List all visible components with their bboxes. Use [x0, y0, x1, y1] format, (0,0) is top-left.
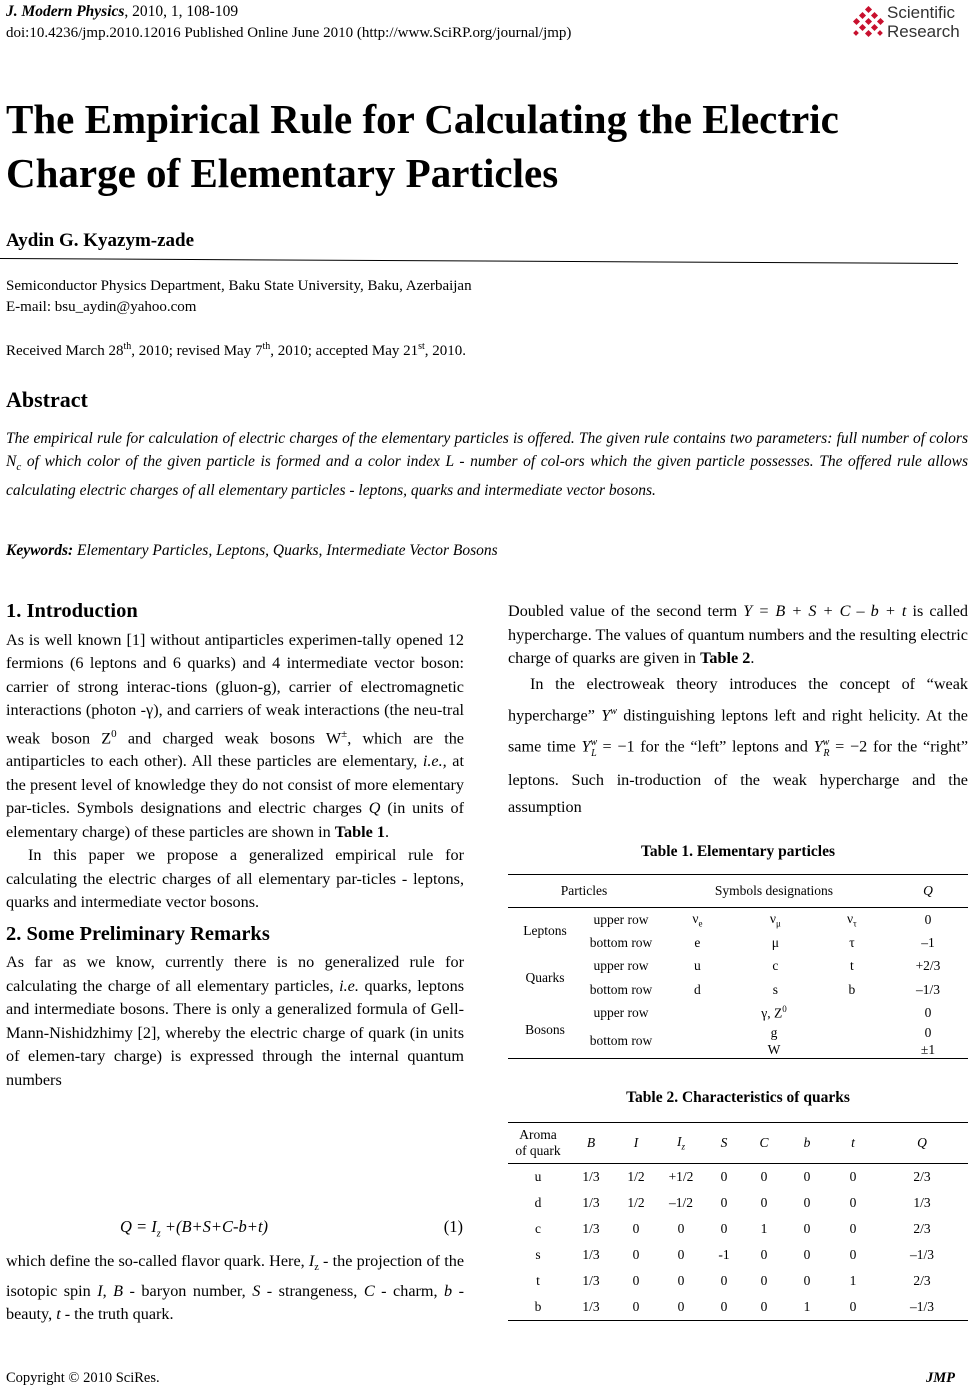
t: at the present level of knowledge they do not consist of more elementary par-ticles. Symbols designations and electric charges — [6, 752, 464, 818]
eq-left: Q = I — [120, 1217, 157, 1236]
cell: 0 — [803, 1247, 811, 1262]
logo-text-1: Scientific — [887, 3, 956, 22]
journal-info: , 2010, 1, 108-109 — [124, 3, 239, 20]
cell — [816, 908, 888, 932]
t: As far as we know, currently there is no generalized rule for calculating the charge of all elementary particles, — [6, 953, 464, 995]
cell: b — [848, 981, 856, 997]
keywords-label: Keywords: — [6, 542, 74, 559]
cell: 0 — [632, 1273, 640, 1288]
t: w — [610, 705, 617, 717]
cell: 0 — [720, 1299, 728, 1314]
t: = −1 — [596, 737, 635, 756]
t: C — [363, 1281, 375, 1300]
cell: 1/2 — [627, 1195, 645, 1210]
logo-text-2: Research — [887, 22, 960, 41]
table-row — [508, 1268, 968, 1294]
t: τ — [853, 918, 857, 929]
cell: 0 — [849, 1221, 857, 1236]
th-s: S — [720, 1135, 728, 1150]
affiliation-block — [6, 276, 472, 318]
t: ν — [847, 910, 854, 926]
t: L — [591, 747, 597, 759]
cell: 0 — [849, 1299, 857, 1314]
row-label: upper row — [593, 1004, 649, 1020]
t: ν — [692, 910, 699, 926]
t: = −2 — [829, 737, 868, 756]
t: As is well known [1] without antiparticles experimen-tally opened 12 fermions (6 leptons and 6 quarks) and 4 intermediate vector boson: carrier of strong interac-tions (gluon-g), carrier of electromagnetic interactions (photon -γ), and carriers of weak interactions (the neu-tral weak boson Z — [6, 630, 464, 747]
cell: c — [535, 1221, 541, 1236]
accepted-sup: st — [418, 341, 425, 352]
table-row — [508, 908, 968, 932]
keywords-list: Elementary Particles, Leptons, Quarks, Intermediate Vector Bosons — [73, 542, 498, 559]
t: and charged weak bosons W — [116, 728, 342, 747]
cell: 2/3 — [913, 1169, 931, 1184]
cell: 0 — [803, 1273, 811, 1288]
th-b-beauty: b — [803, 1135, 811, 1150]
intro-paragraph-2: In this paper we propose a generalized empirical rule for calculating the electric charges of all elementary par-ticles - leptons, quarks and intermediate vector bosons. — [6, 846, 464, 912]
t: - the projection of the isotopic spin — [6, 1252, 464, 1300]
abstract-text — [6, 427, 968, 502]
cell: +1/2 — [668, 1169, 694, 1184]
t: - the truth quark. — [60, 1305, 174, 1324]
cell: 0 — [632, 1299, 640, 1314]
table-1-ref: Table 1 — [334, 822, 385, 841]
t: I — [97, 1281, 103, 1300]
table-row — [508, 1190, 968, 1216]
cell: t — [536, 1273, 540, 1288]
t: - charm, — [374, 1281, 445, 1300]
journal-name: J. Modern Physics — [6, 3, 125, 20]
cell: 0 — [760, 1169, 768, 1184]
group-bosons: Bosons — [525, 1021, 565, 1037]
t: S — [252, 1281, 261, 1300]
table-2-header-row — [508, 1123, 968, 1164]
logo-mark-icon — [850, 6, 886, 42]
cell: 0 — [803, 1221, 811, 1236]
section-1-heading: 1. Introduction — [6, 600, 138, 622]
title-line-1: The Empirical Rule for Calculating the Electric — [6, 96, 839, 142]
t: quarks, leptons and intermediate bosons. There is only a generalized formula of Gell-Mann-Nishidzhimy [2], whereby the electric charge of quark (in units of elemen-tary charge) is expressed through the internal quantum numbers — [6, 976, 464, 1089]
table-row — [508, 1216, 968, 1242]
paper-title — [6, 92, 956, 200]
received-text: Received March 28 — [6, 343, 124, 359]
cell: g — [770, 1024, 778, 1040]
cell: 0 — [760, 1247, 768, 1262]
t: In the electroweak theory introduces the concept of “weak hypercharge” — [508, 674, 968, 724]
group-leptons: Leptons — [523, 923, 567, 939]
t: - baryon number, — [123, 1281, 253, 1300]
cell: 1/3 — [582, 1195, 600, 1210]
cell: +2/3 — [915, 958, 941, 974]
table-2-body — [508, 1164, 968, 1321]
doi-line: doi:10.4236/jmp.2010.12016 Published Online June 2010 (http://www.SciRP.org/journal/jmp) — [6, 25, 572, 41]
th-b: B — [586, 1135, 596, 1150]
th-aroma — [508, 1123, 568, 1164]
author-rule — [0, 258, 958, 264]
cell: d — [694, 981, 701, 997]
t: t — [56, 1305, 61, 1324]
equation-number: (1) — [443, 1217, 463, 1236]
th-particles: Particles — [560, 883, 608, 898]
cell: 0 — [720, 1195, 728, 1210]
t: is called hypercharge. The values of quantum numbers and the resulting electric charge of quarks are given in — [508, 602, 968, 667]
cell: e — [694, 934, 701, 950]
cell: 0 — [849, 1247, 857, 1262]
publisher-logo — [850, 2, 968, 44]
right-paragraph-1 — [508, 600, 968, 671]
journal-abbr: JMP — [926, 1370, 955, 1386]
t: i.e. — [339, 976, 359, 995]
t: distinguishing leptons left and right helicity. At the same time — [508, 705, 968, 756]
cell: 0 — [849, 1169, 857, 1184]
received-sup: th — [123, 341, 132, 352]
cell: μ — [771, 934, 779, 950]
t: γ, Z — [761, 1005, 783, 1021]
cell: u — [694, 958, 701, 974]
cell: s — [535, 1247, 541, 1262]
t: Y — [813, 737, 823, 756]
th-i: I — [633, 1135, 639, 1150]
revised-sup: th — [262, 341, 271, 352]
cell: –1/3 — [915, 981, 940, 997]
table-1 — [508, 874, 968, 1059]
t: for the “left” leptons and — [634, 737, 814, 756]
left-column — [6, 600, 464, 1092]
t: 0 — [782, 1004, 787, 1015]
received-dates — [6, 341, 466, 360]
affiliation: Semiconductor Physics Department, Baku State University, Baku, Azerbaijan — [6, 278, 472, 294]
t: ± — [341, 727, 348, 740]
table-2 — [508, 1122, 968, 1321]
eq-sub: z — [156, 1228, 161, 1240]
cell: 1/3 — [582, 1247, 600, 1262]
cell: 1 — [803, 1299, 811, 1314]
table-row — [508, 1001, 968, 1024]
keywords — [6, 542, 498, 560]
cell: 1/2 — [627, 1169, 645, 1184]
t: . — [750, 649, 755, 667]
cell: τ — [849, 934, 855, 950]
cell: 0 — [849, 1195, 857, 1210]
abstract-sub: c — [16, 461, 22, 474]
t: 0 — [111, 727, 117, 740]
t: - strangeness, — [260, 1281, 364, 1300]
cell: 0 — [924, 1024, 932, 1040]
t: w — [822, 736, 830, 748]
eq-right: +(B+S+C-b+t) — [160, 1217, 269, 1236]
left-column-cont — [6, 1250, 464, 1327]
cell — [660, 908, 735, 932]
t: μ — [775, 918, 781, 929]
t: I — [676, 1134, 682, 1150]
table-2-caption: Table 2. Characteristics of quarks — [626, 1089, 850, 1106]
cell: 0 — [720, 1221, 728, 1236]
t: z — [314, 1262, 319, 1274]
cell: –1/3 — [909, 1247, 934, 1262]
row-label: upper row — [593, 911, 649, 927]
cell — [660, 1001, 888, 1024]
cell: 0 — [760, 1299, 768, 1314]
cell: 0 — [760, 1195, 768, 1210]
abstract-part-2: of which color of the given particle is formed and a color index L - number of col-ors which the given particle possesses. The offered rule allows calculating electric charges of all elementary particles - leptons, quarks and intermediate vector bosons. — [6, 453, 968, 500]
cell: ±1 — [920, 1041, 936, 1057]
cell: b — [534, 1299, 542, 1314]
cell: 2/3 — [913, 1273, 931, 1288]
section-2-heading: 2. Some Preliminary Remarks — [6, 922, 270, 945]
table-1-caption: Table 1. Elementary particles — [640, 843, 835, 860]
t: , — [102, 1281, 114, 1300]
year-text: , 2010. — [424, 343, 467, 359]
cell: –1/3 — [909, 1299, 934, 1314]
t: z — [681, 1141, 685, 1152]
cell: 0 — [677, 1247, 685, 1262]
cell: 0 — [720, 1273, 728, 1288]
cell: 1/3 — [582, 1169, 600, 1184]
title-line-2: Charge of Elementary Particles — [6, 150, 559, 196]
th-q: Q — [923, 883, 933, 898]
th-t: t — [851, 1135, 855, 1150]
t: ν — [769, 910, 776, 926]
revised-text: , 2010; revised May 7 — [131, 343, 263, 359]
cell: 0 — [924, 911, 932, 927]
cell: 0 — [803, 1169, 811, 1184]
abstract-part-1: The empirical rule for calculation of electric charges of the elementary particles is offered. The given rule contains two parameters: full number of colors N — [6, 430, 968, 470]
cell: –1 — [921, 934, 935, 950]
cell: 1/3 — [913, 1195, 931, 1210]
t: i.e., — [422, 752, 447, 771]
table-row — [508, 1294, 968, 1321]
right-column — [508, 600, 968, 821]
row-label: bottom row — [589, 981, 653, 997]
cell: 0 — [632, 1221, 640, 1236]
cell: 0 — [720, 1169, 728, 1184]
t: - beauty, — [6, 1281, 465, 1324]
t: I — [308, 1252, 315, 1270]
remarks-paragraph-1 — [6, 951, 464, 1092]
cell — [735, 908, 816, 932]
cell: 1 — [760, 1221, 768, 1236]
cell: 0 — [924, 1004, 932, 1020]
cell: 0 — [803, 1195, 811, 1210]
cell: –1/2 — [668, 1195, 693, 1210]
cell: 0 — [677, 1273, 685, 1288]
th-iz — [658, 1123, 704, 1164]
author: Aydin G. Kyazym-zade — [6, 230, 195, 251]
t: of quark — [515, 1143, 561, 1158]
cell: 0 — [677, 1299, 685, 1314]
t: , which are the antiparticles to each other). All these particles are elementary, — [6, 728, 464, 771]
t: Q — [368, 799, 381, 818]
t: Y — [601, 705, 611, 724]
cell: 1/3 — [582, 1273, 600, 1288]
t: . — [384, 822, 389, 841]
cell: c — [772, 958, 779, 974]
t: B — [113, 1281, 124, 1300]
hypercharge-formula: Y = B + S + C – b + t — [743, 602, 907, 620]
row-label: bottom row — [589, 934, 653, 950]
t: Y — [581, 737, 591, 756]
row-label: bottom row — [589, 1033, 653, 1049]
accepted-text: , 2010; accepted May 21 — [270, 343, 419, 359]
table-1-header-row — [508, 875, 968, 908]
journal-header — [6, 3, 238, 21]
t: for the “right” leptons. Such in-troduction of the weak hypercharge and the assumption — [508, 737, 969, 816]
table-row — [508, 1164, 968, 1191]
t: R — [823, 747, 830, 759]
cell: 2/3 — [913, 1221, 931, 1236]
cell: d — [534, 1195, 542, 1210]
cell: 0 — [632, 1247, 640, 1262]
right-paragraph-2 — [508, 671, 968, 821]
table-row — [508, 1242, 968, 1268]
cell: 0 — [760, 1273, 768, 1288]
cell: 1/3 — [582, 1299, 600, 1314]
th-q: Q — [917, 1135, 927, 1150]
table-row — [508, 955, 968, 978]
email: E-mail: bsu_aydin@yahoo.com — [6, 299, 197, 315]
cell: u — [534, 1169, 542, 1184]
equation-1 — [120, 1217, 465, 1239]
t: which define the so-called flavor quark. Here, — [6, 1252, 309, 1270]
row-label: upper row — [593, 958, 649, 974]
intro-paragraph-1 — [6, 629, 464, 845]
t: b — [444, 1281, 453, 1300]
t: Aroma — [519, 1127, 557, 1142]
t: (in units of elementary charge) of these particles are shown in — [6, 799, 464, 841]
th-c: C — [759, 1135, 769, 1150]
copyright: Copyright © 2010 SciRes. — [6, 1370, 160, 1386]
group-quarks: Quarks — [525, 969, 565, 985]
t: e — [698, 918, 703, 929]
cell: 1 — [849, 1273, 857, 1288]
cell: 0 — [677, 1221, 685, 1236]
t: w — [590, 736, 598, 748]
abstract-heading: Abstract — [6, 387, 88, 412]
remarks-paragraph-2 — [6, 1250, 464, 1327]
th-symbols: Symbols designations — [714, 883, 834, 898]
cell: 1/3 — [582, 1221, 600, 1236]
cell: -1 — [718, 1247, 730, 1262]
t: Doubled value of the second term — [508, 602, 744, 620]
cell: W — [767, 1041, 781, 1057]
table-2-ref: Table 2 — [700, 649, 751, 667]
cell: s — [772, 981, 778, 997]
cell: t — [850, 958, 854, 974]
